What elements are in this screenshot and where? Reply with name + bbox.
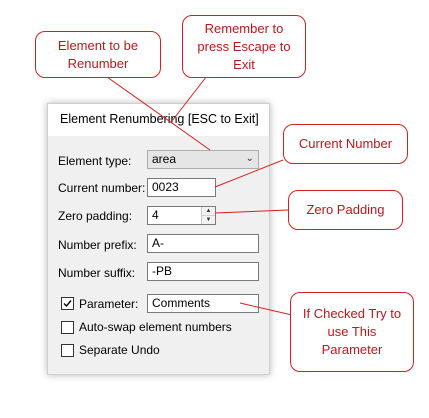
parameter-input[interactable]: Comments bbox=[147, 294, 259, 313]
callout-escape-line1: Remember to bbox=[204, 20, 284, 36]
current-number-label: Current number: bbox=[58, 181, 146, 195]
callout-current-number: Current Number bbox=[283, 124, 408, 164]
callout-element-line1: Element to be bbox=[57, 37, 139, 53]
callout-checked-line1: If Checked Try to bbox=[302, 306, 402, 321]
number-suffix-input[interactable]: -PB bbox=[147, 262, 259, 281]
element-type-label: Element type: bbox=[58, 154, 132, 168]
number-suffix-label: Number suffix: bbox=[58, 266, 136, 280]
separate-undo-label: Separate Undo bbox=[79, 343, 160, 357]
number-prefix-input[interactable]: A- bbox=[147, 234, 259, 253]
connector-parameter bbox=[240, 303, 292, 315]
number-prefix-label: Number prefix: bbox=[58, 238, 137, 252]
chevron-down-icon: ⌄ bbox=[245, 153, 254, 164]
callout-checked-line2: use This bbox=[327, 324, 377, 339]
callout-element-line2: Renumber bbox=[67, 55, 129, 71]
connector-element-type bbox=[100, 72, 210, 150]
current-number-input[interactable]: 0023 bbox=[147, 178, 216, 197]
zero-padding-label: Zero padding: bbox=[58, 209, 133, 223]
callout-remember-escape bbox=[182, 15, 306, 78]
zero-padding-value: 4 bbox=[152, 208, 159, 222]
dialog-title: Element Renumbering [ESC to Exit] bbox=[60, 112, 259, 126]
element-type-value: area bbox=[152, 152, 177, 166]
callout-zero-padding: Zero Padding bbox=[288, 190, 403, 230]
auto-swap-label: Auto-swap element numbers bbox=[79, 320, 232, 334]
callout-if-checked bbox=[290, 292, 414, 372]
callout-escape-line2: press Escape to bbox=[197, 38, 291, 54]
callout-element-to-renumber bbox=[35, 31, 161, 78]
spin-up-button[interactable]: ▲ bbox=[202, 207, 215, 216]
callout-checked-line3: Parameter bbox=[321, 342, 383, 357]
connector-current-number bbox=[215, 160, 283, 187]
spin-down-button[interactable]: ▼ bbox=[205, 217, 212, 223]
connector-zero-padding bbox=[215, 210, 288, 213]
parameter-label: Parameter: bbox=[79, 297, 139, 311]
callout-escape-line3: Exit bbox=[233, 56, 255, 72]
connector-escape bbox=[172, 72, 210, 121]
